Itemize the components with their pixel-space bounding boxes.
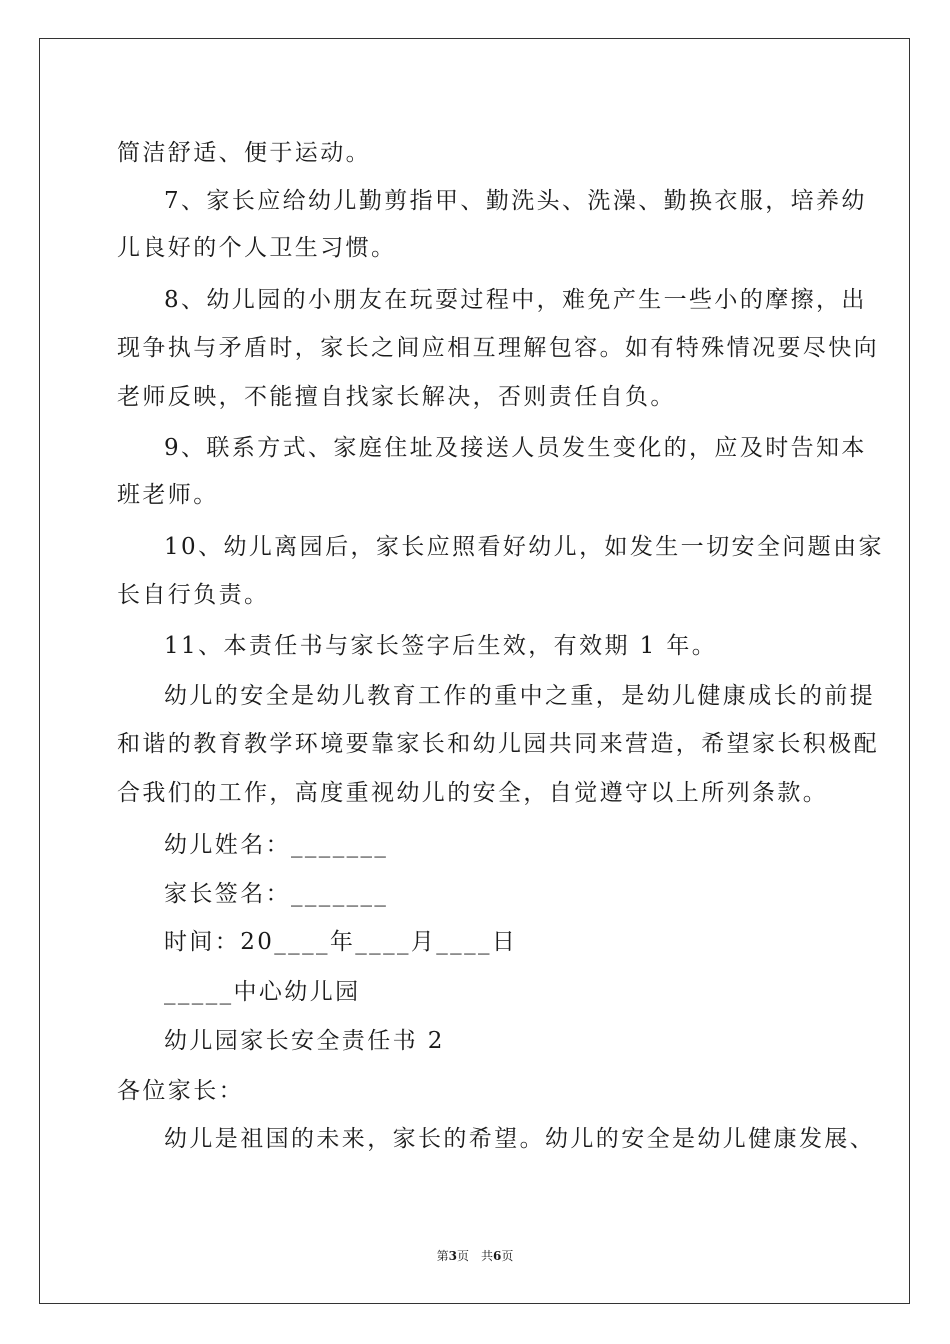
page-label-mid: 页 共 <box>456 1249 493 1263</box>
paragraph-line: 10、幼儿离园后，家长应照看好幼儿，如发生一切安全问题由家 <box>164 534 884 560</box>
paragraph-line: 幼儿是祖国的未来，家长的希望。幼儿的安全是幼儿健康发展、 <box>164 1126 876 1152</box>
paragraph-line: 7、家长应给幼儿勤剪指甲、勤洗头、洗澡、勤换衣服，培养幼 <box>164 188 867 214</box>
parent-signature-field: 家长签名：_______ <box>164 881 389 907</box>
paragraph-line: 简洁舒适、便于运动。 <box>117 140 371 166</box>
paragraph-line: 班老师。 <box>117 482 219 508</box>
paragraph-line: 和谐的教育教学环境要靠家长和幼儿园共同来营造，希望家长积极配 <box>117 731 879 757</box>
page-label-suffix: 页 <box>501 1249 514 1263</box>
salutation: 各位家长： <box>117 1078 244 1104</box>
section-title: 幼儿园家长安全责任书 2 <box>164 1028 445 1054</box>
current-page-number: 3 <box>448 1249 457 1263</box>
paragraph-line: 9、联系方式、家庭住址及接送人员发生变化的，应及时告知本 <box>164 435 867 461</box>
kindergarten-name-field: _____中心幼儿园 <box>164 979 361 1005</box>
page-border <box>39 38 910 1304</box>
paragraph-line: 现争执与矛盾时，家长之间应相互理解包容。如有特殊情况要尽快向 <box>117 335 879 361</box>
paragraph-line: 老师反映，不能擅自找家长解决，否则责任自负。 <box>117 384 676 410</box>
paragraph-line: 长自行负责。 <box>117 582 270 608</box>
paragraph-line: 儿良好的个人卫生习惯。 <box>117 235 397 261</box>
total-page-count: 6 <box>493 1249 502 1263</box>
page-label-prefix: 第 <box>436 1249 449 1263</box>
paragraph-line: 11、本责任书与家长签字后生效，有效期 1 年。 <box>164 633 718 659</box>
paragraph-line: 合我们的工作，高度重视幼儿的安全，自觉遵守以上所列条款。 <box>117 780 829 806</box>
child-name-field: 幼儿姓名：_______ <box>164 832 389 858</box>
paragraph-line: 幼儿的安全是幼儿教育工作的重中之重，是幼儿健康成长的前提 <box>164 683 876 709</box>
paragraph-line: 8、幼儿园的小朋友在玩耍过程中，难免产生一些小的摩擦，出 <box>164 287 867 313</box>
page-footer <box>0 1248 950 1264</box>
date-field: 时间：20____年____月____日 <box>164 929 518 955</box>
